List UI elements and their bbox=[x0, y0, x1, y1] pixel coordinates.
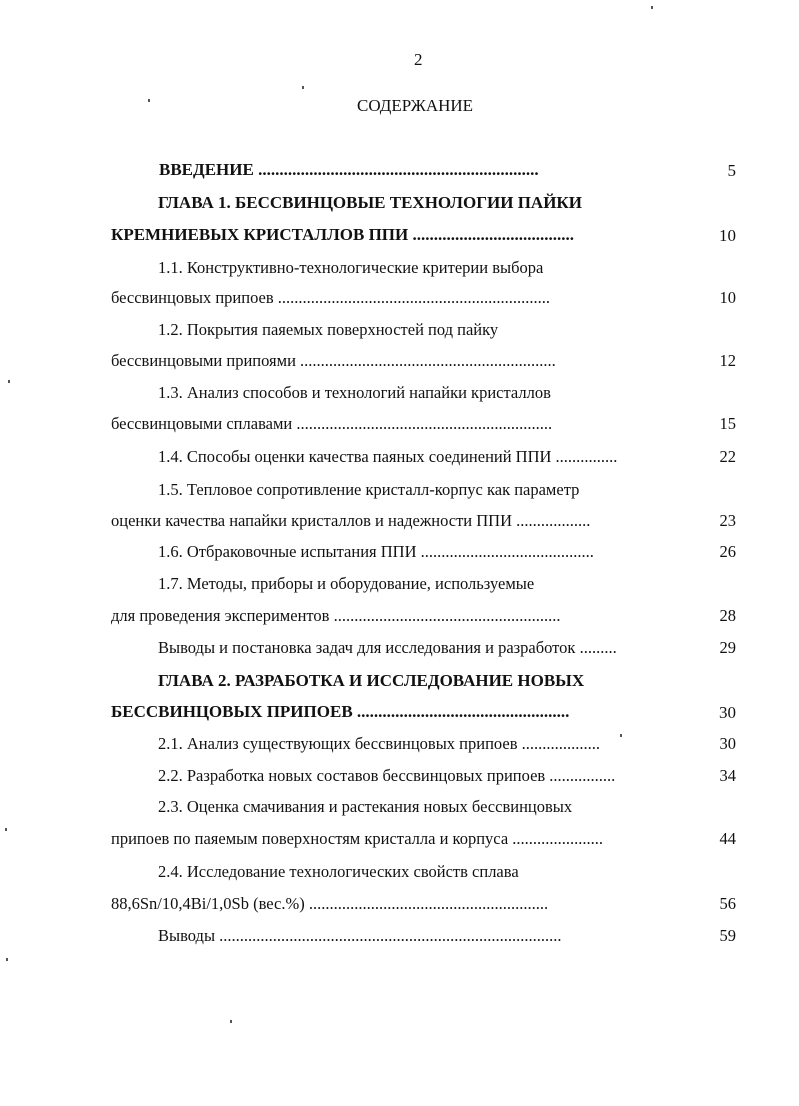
toc-entry-page: 5 bbox=[727, 161, 736, 180]
toc-entry-text: 2.4. Исследование технологических свойств сплава bbox=[158, 862, 519, 881]
page-number: 2 bbox=[414, 50, 423, 69]
toc-entry-text: бессвинцовыми припоями .............................................................. bbox=[111, 351, 556, 370]
toc-entry-page: 34 bbox=[719, 766, 736, 785]
toc-entry-text: бессвинцовыми сплавами .............................................................. bbox=[111, 414, 553, 433]
toc-entry-page: 15 bbox=[719, 414, 736, 433]
toc-entry-text: БЕССВИНЦОВЫХ ПРИПОЕВ .................................................. bbox=[111, 702, 570, 721]
toc-entry-page: 10 bbox=[719, 288, 736, 307]
toc-entry-text: 2.3. Оценка смачивания и растекания новых бессвинцовых bbox=[158, 797, 573, 816]
toc-entry-page: 44 bbox=[719, 829, 736, 848]
scan-speck bbox=[5, 828, 7, 831]
toc-entry-text: 2.2. Разработка новых составов бессвинцовых припоев ................ bbox=[158, 766, 616, 785]
toc-entry-text: ГЛАВА 1. БЕССВИНЦОВЫЕ ТЕХНОЛОГИИ ПАЙКИ bbox=[158, 193, 582, 212]
toc-entry-text: ВВЕДЕНИЕ .................................................................. bbox=[159, 160, 539, 179]
toc-entry-text: припоев по паяемым поверхностям кристалла и корпуса ...................... bbox=[111, 829, 604, 848]
toc-entry-text: Выводы и постановка задач для исследования и разработок ......... bbox=[158, 638, 617, 657]
toc-entry-page: 30 bbox=[719, 734, 736, 753]
toc-entry-text: 1.7. Методы, приборы и оборудование, используемые bbox=[158, 574, 535, 593]
scan-speck bbox=[302, 86, 304, 89]
toc-entry-text: КРЕМНИЕВЫХ КРИСТАЛЛОВ ППИ ...................................... bbox=[111, 225, 574, 244]
scan-speck bbox=[620, 734, 622, 737]
toc-entry-page: 28 bbox=[719, 606, 736, 625]
toc-entry-page: 30 bbox=[719, 703, 736, 722]
toc-entry-page: 12 bbox=[719, 351, 736, 370]
toc-entry-page: 56 bbox=[719, 894, 736, 913]
scan-speck bbox=[651, 6, 653, 9]
scan-speck bbox=[8, 380, 10, 383]
toc-entry-page: 10 bbox=[719, 226, 736, 245]
toc-entry-page: 22 bbox=[719, 447, 736, 466]
scan-speck bbox=[148, 99, 150, 102]
scan-speck bbox=[230, 1020, 232, 1023]
toc-entry-text: бессвинцовых припоев .................................................................. bbox=[111, 288, 551, 307]
toc-entry-text: 1.2. Покрытия паяемых поверхностей под пайку bbox=[158, 320, 499, 339]
scan-speck bbox=[6, 958, 8, 961]
toc-entry-text: 1.5. Тепловое сопротивление кристалл-корпус как параметр bbox=[158, 480, 580, 499]
toc-entry-text: 1.1. Конструктивно-технологические критерии выбора bbox=[158, 258, 544, 277]
toc-entry-text: 1.4. Способы оценки качества паяных соединений ППИ ............... bbox=[158, 447, 618, 466]
toc-entry-page: 23 bbox=[719, 511, 736, 530]
toc-entry-text: 1.6. Отбраковочные испытания ППИ .......................................... bbox=[158, 542, 594, 561]
page-title: СОДЕРЖАНИЕ bbox=[357, 96, 474, 115]
toc-entry-page: 59 bbox=[719, 926, 736, 945]
toc-entry-text: 1.3. Анализ способов и технологий напайки кристаллов bbox=[158, 383, 551, 402]
toc-entry-text: для проведения экспериментов ....................................................... bbox=[111, 606, 561, 625]
toc-entry-page: 29 bbox=[719, 638, 736, 657]
toc-entry-text: ГЛАВА 2. РАЗРАБОТКА И ИССЛЕДОВАНИЕ НОВЫХ bbox=[158, 671, 585, 690]
toc-entry-text: Выводы ................................................................................... bbox=[158, 926, 562, 945]
toc-entry-text: оценки качества напайки кристаллов и надежности ППИ .................. bbox=[111, 511, 591, 530]
toc-entry-page: 26 bbox=[719, 542, 736, 561]
toc-entry-text: 88,6Sn/10,4Bi/1,0Sb (вес.%) .......................................................... bbox=[111, 894, 549, 913]
toc-entry-text: 2.1. Анализ существующих бессвинцовых припоев ................... bbox=[158, 734, 600, 753]
